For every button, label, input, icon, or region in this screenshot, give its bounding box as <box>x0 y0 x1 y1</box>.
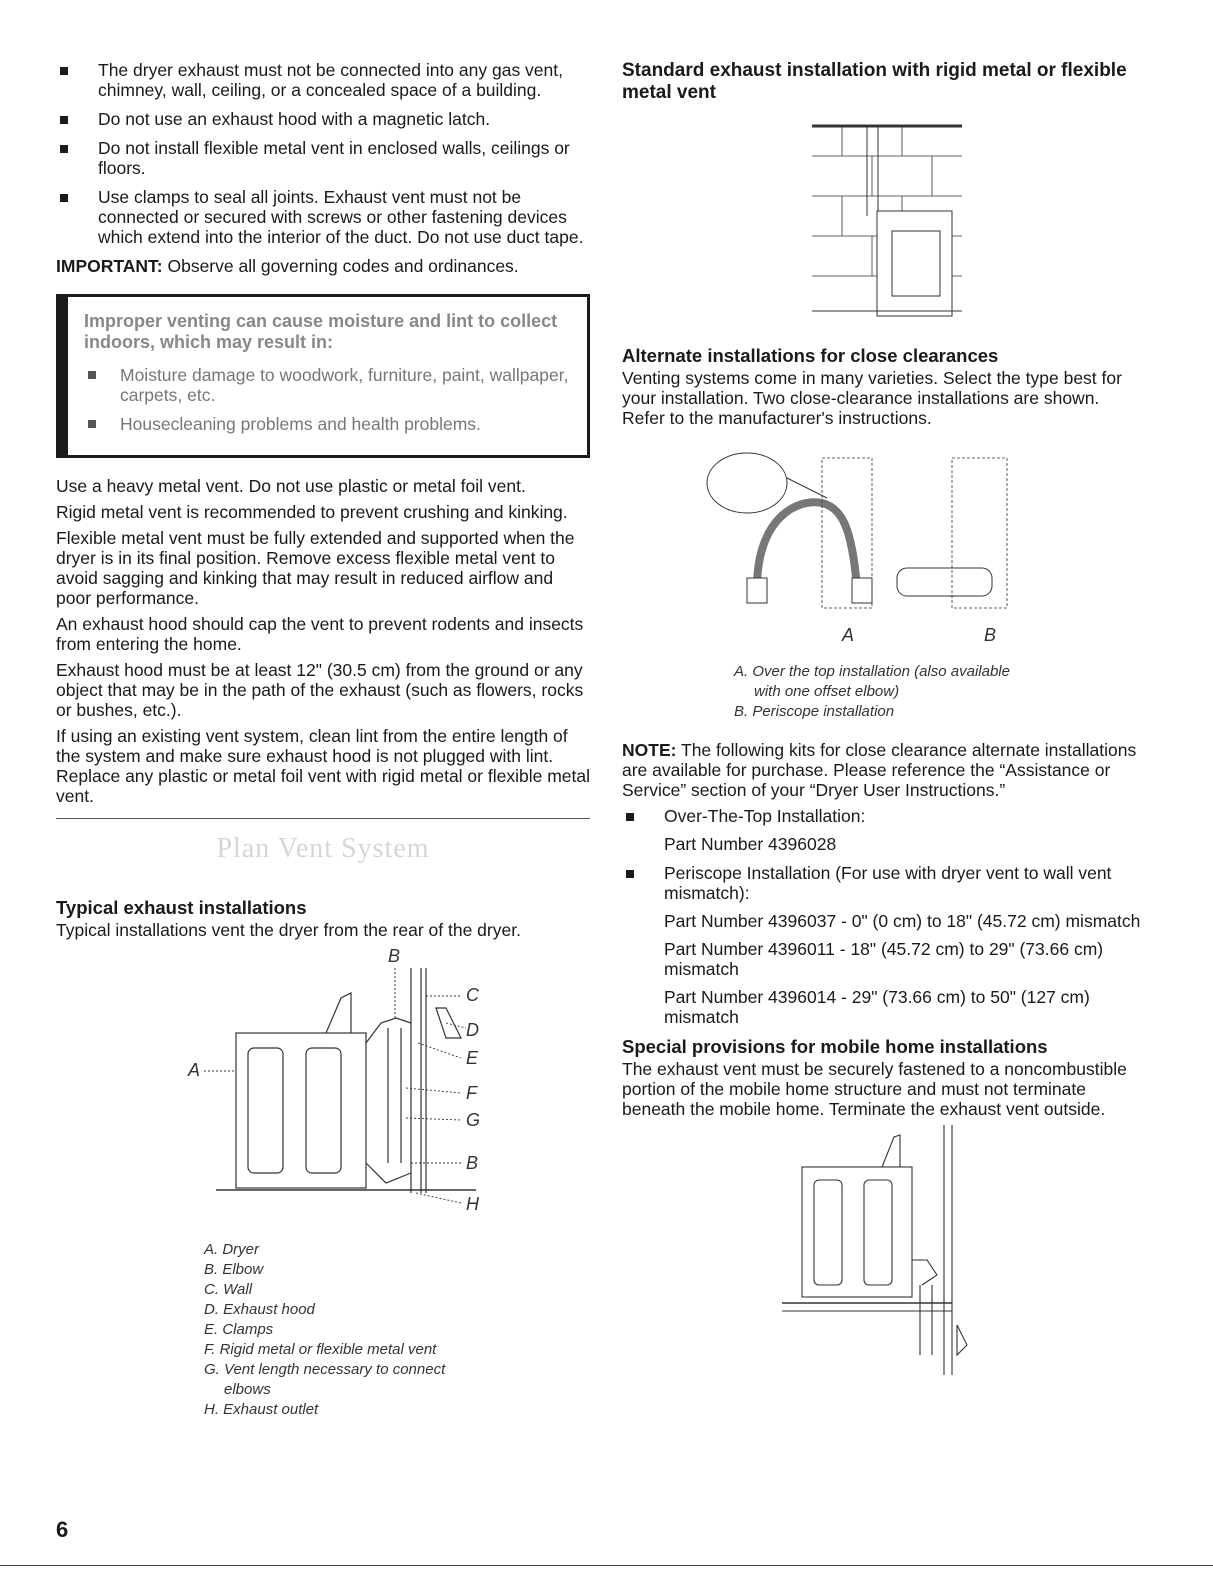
label-d: D <box>466 1020 479 1040</box>
important-text: Observe all governing codes and ordinances. <box>162 256 519 276</box>
alternate-heading: Alternate installations for close clearances <box>622 345 999 366</box>
caption-line: H. Exhaust outlet <box>204 1401 319 1418</box>
typical-captions <box>204 1240 590 1420</box>
label-b: B <box>388 948 401 966</box>
paragraph: Exhaust hood must be at least 12" (30.5 cm) from the ground or any object that may be in the path of the exhaust (such as flowers, rocks or bushes, etc.). <box>56 660 584 720</box>
list-item <box>622 863 1142 1027</box>
caption-line: elbows <box>224 1381 271 1398</box>
caption-line: A. Over the top installation (also available <box>734 663 1010 680</box>
label-b2: B <box>466 1153 479 1173</box>
left-column <box>56 60 590 1420</box>
warning-title: Improper venting can cause moisture and lint to collect indoors, which may result in: <box>84 311 558 352</box>
label-g: G <box>466 1110 481 1130</box>
alternate-text: Venting systems come in many varieties. Select the type best for your installation. Two close-clearance installations are shown. Refer to the manufacturer's instructions. <box>622 368 1122 428</box>
caption-line: F. Rigid metal or flexible metal vent <box>204 1341 437 1358</box>
caption-line: E. Clamps <box>204 1321 274 1338</box>
dryer-console <box>326 993 351 1033</box>
label-a: A <box>842 625 855 645</box>
caption-line: A. Dryer <box>204 1241 260 1258</box>
part-number: Part Number 4396028 <box>664 834 837 854</box>
paragraph: Use a heavy metal vent. Do not use plastic or metal foil vent. <box>56 476 526 496</box>
list-item: Housecleaning problems and health problems. <box>84 414 569 434</box>
caption-line: G. Vent length necessary to connect <box>204 1361 446 1378</box>
elbow <box>912 1260 937 1285</box>
important-note <box>56 256 590 276</box>
paragraph: If using an existing vent system, clean lint from the entire length of the system and make sure exhaust hood is not plugged with lint. Replace any plastic or metal foil vent with rigid metal or flexible metal vent. <box>56 726 590 806</box>
periscope-vent <box>897 568 992 596</box>
label-a: A <box>188 1060 201 1080</box>
dryer-body <box>802 1167 912 1297</box>
label-e: E <box>466 1048 479 1068</box>
detail-callout <box>707 453 787 513</box>
flexible-vent-over-top <box>757 502 857 588</box>
caption-line: B. Elbow <box>204 1261 264 1278</box>
dryer-panel <box>248 1048 283 1173</box>
paragraph: Flexible metal vent must be fully extended and supported when the dryer is in its final position. Remove excess flexible metal vent to avoid sagging and kinking that may result in reduced airflow and poor performance. <box>56 528 575 608</box>
mobile-text: The exhaust vent must be securely fastened to a noncombustible portion of the mobile home structure and must not terminate beneath the mobile home. Terminate the exhaust vent outside. <box>622 1059 1127 1119</box>
caption-line: B. Periscope installation <box>734 703 895 720</box>
note-text: The following kits for close clearance alternate installations are available for purchase. Please reference the “Assistance or Service” section of your “Dryer User Instructions.” <box>622 740 1137 800</box>
section-title: Plan Vent System <box>216 833 430 864</box>
dryer-body <box>236 1033 366 1188</box>
divider <box>56 818 590 819</box>
mobile-home-figure <box>782 1125 1002 1385</box>
caption-line: C. Wall <box>204 1281 253 1298</box>
typical-text: Typical installations vent the dryer from the rear of the dryer. <box>56 920 521 940</box>
list-item <box>622 806 1142 854</box>
warning-list <box>84 365 569 434</box>
close-clearance-figure <box>702 448 1032 648</box>
list-item: Do not use an exhaust hood with a magnetic latch. <box>56 109 590 129</box>
list-item: The dryer exhaust must not be connected into any gas vent, chimney, wall, ceiling, or a concealed space of a building. <box>56 60 590 100</box>
elbow-bottom <box>366 1163 411 1183</box>
label-b: B <box>984 625 997 645</box>
note-label: NOTE: <box>622 740 677 760</box>
exhaust-hood <box>957 1325 967 1355</box>
typical-installation-figure <box>156 948 576 1238</box>
label-f: F <box>466 1083 477 1103</box>
kit-title: Periscope Installation (For use with dryer vent to wall vent mismatch): <box>664 863 1112 903</box>
exhaust-hood <box>436 1008 461 1038</box>
footer-rule <box>0 1565 1213 1566</box>
right-column <box>622 60 1142 1385</box>
dryer-panel <box>306 1048 341 1173</box>
list-item: Moisture damage to woodwork, furniture, paint, wallpaper, carpets, etc. <box>84 365 569 405</box>
install-warnings-list <box>56 60 590 247</box>
alternate-captions <box>734 662 1142 722</box>
mobile-heading: Special provisions for mobile home installations <box>622 1036 1048 1057</box>
list-item: Do not install flexible metal vent in enclosed walls, ceilings or floors. <box>56 138 590 178</box>
standard-installation-figure <box>812 116 972 331</box>
note <box>622 740 1142 800</box>
important-label: IMPORTANT: <box>56 256 163 276</box>
label-h: H <box>466 1194 479 1214</box>
caption-line: with one offset elbow) <box>754 683 900 700</box>
caption-line: D. Exhaust hood <box>204 1301 315 1318</box>
paragraph: Rigid metal vent is recommended to prevent crushing and kinking. <box>56 502 568 522</box>
kit-title: Over-The-Top Installation: <box>664 806 866 826</box>
list-item: Use clamps to seal all joints. Exhaust vent must not be connected or secured with screws or other fastening devices which extend into the interior of the duct. Do not use duct tape. <box>56 187 590 247</box>
typical-heading: Typical exhaust installations <box>56 897 307 918</box>
page-number: 6 <box>56 1517 69 1542</box>
kits-list <box>622 806 1142 1027</box>
warning-box <box>56 294 590 458</box>
part-number: Part Number 4396011 - 18" (45.72 cm) to 29" (73.66 cm) mismatch <box>664 939 1104 979</box>
dryer-body <box>877 211 952 316</box>
label-c: C <box>466 985 479 1005</box>
part-number: Part Number 4396037 - 0" (0 cm) to 18" (45.72 cm) mismatch <box>664 911 1141 931</box>
part-number: Part Number 4396014 - 29" (73.66 cm) to 50" (127 cm) mismatch <box>664 987 1090 1027</box>
paragraph: An exhaust hood should cap the vent to prevent rodents and insects from entering the home. <box>56 614 584 654</box>
standard-heading: Standard exhaust installation with rigid metal or flexible metal vent <box>622 60 1127 103</box>
